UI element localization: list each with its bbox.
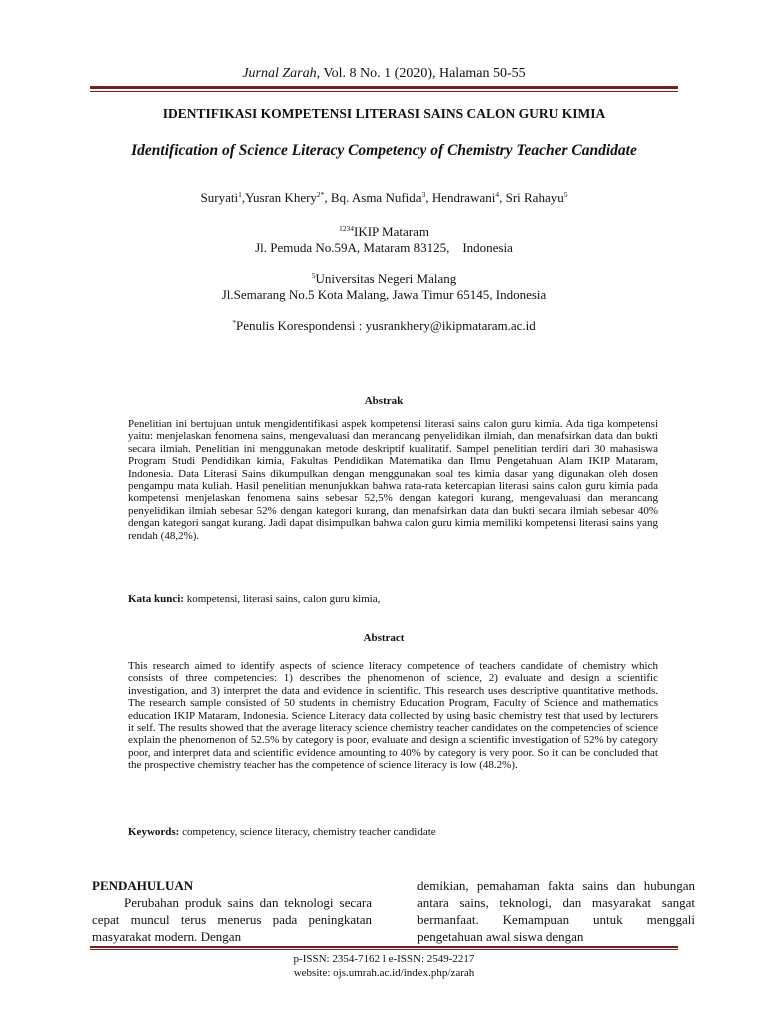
journal-volume-pages: , Vol. 8 No. 1 (2020), Halaman 50-55 <box>316 66 526 81</box>
corresponding-author <box>0 318 768 334</box>
author-sup: 3 <box>421 190 426 199</box>
affiliation-1 <box>0 224 768 240</box>
footer-website: website: ojs.umrah.ac.id/index.php/zarah <box>293 967 475 979</box>
affiliation-1-address: Jl. Pemuda No.59A, Mataram 83125, Indonesia <box>255 240 513 255</box>
keywords <box>128 826 658 838</box>
corresponding-email: Penulis Korespondensi : yusrankhery@ikipmataram.ac.id <box>236 318 536 333</box>
author-name: Sri Rahayu <box>505 190 564 205</box>
header-rule <box>90 86 678 92</box>
affiliation-sup: 1234 <box>339 224 355 233</box>
footer-issn: p-ISSN: 2354-7162 l e-ISSN: 2549-2217 <box>293 953 475 965</box>
abstrak-text: Penelitian ini bertujuan untuk mengidentifikasi aspek kompetensi literasi sains calon guru kimia. Ada tiga kompetensi yaitu: menjelaskan fenomena sains, mengevaluasi dan merancang penyelidikan ilmiah, dan menafsirkan data dan bukti secara ilmiah. Penelitian ini menggunakan metode deskriptif kualitatif. Sampel penelitian terdiri dari 30 mahasiswa Program Studi Pendidikan kimia, Fakultas Pendidikan Matematika dan Ilmu Pengetahuan Alam IKIP Mataram, Indonesia. Data Literasi Sains dikumpulkan dengan menggunakan soal tes kimia dasar yang digunakan oleh dosen pengampu mata kuliah. Hasil penelitian menunjukkan bahwa rata-rata ketercapian literasi sains calon guru kimia pada kompetensi menjelaskan fenomena sains sebesar 52,5% dengan kategori kurang, mengevaluasi dan merancang penyelidikan ilmiah sebesar 52% dengan kategori kurang, dan menafsirkan data dan bukti secara ilmiah sebesar 40% dengan kategori sangat kurang. Jadi dapat disimpulkan bahwa calon guru kimia memiliki kompetensi literasi sains yang rendah (48,2%). <box>128 418 658 542</box>
title-english: Identification of Science Literacy Competency of Chemistry Teacher Candidate <box>131 142 637 159</box>
author-name: Suryati <box>200 190 239 205</box>
kata-kunci-text: kompetensi, literasi sains, calon guru kimia, <box>183 593 381 605</box>
keywords-text: competency, science literacy, chemistry teacher candidate <box>179 826 436 838</box>
section-heading: PENDAHULUAN <box>92 878 194 893</box>
kata-kunci <box>128 593 658 605</box>
author-sup: 1 <box>238 190 242 199</box>
author-name: Hendrawani <box>431 190 496 205</box>
author-name: Bq. Asma Nufida <box>330 190 422 205</box>
author-sup: 4 <box>495 190 500 199</box>
title-indonesian: IDENTIFIKASI KOMPETENSI LITERASI SAINS CALON GURU KIMIA <box>162 106 606 121</box>
journal-header <box>0 66 768 82</box>
affiliation-2-address: Jl.Semarang No.5 Kota Malang, Jawa Timur 65145, Indonesia <box>221 287 547 302</box>
abstract-heading: Abstract <box>363 632 405 644</box>
affiliation-name: Universitas Negeri Malang <box>315 271 457 286</box>
author-list: Suryati$^1$,Yusran Khery$^{2*}$, Bq. Asma Nufida$^3$, Hendrawani$^4$, Sri Rahayu$^5$ <box>200 190 568 205</box>
affiliation-2 <box>0 271 768 287</box>
journal-name: Jurnal Zarah <box>242 66 317 81</box>
body-left-text: Perubahan produk sains dan teknologi secara cepat muncul terus menerus pada peningkatan masyarakat modern. Dengan <box>92 895 372 944</box>
author-sup: 5 <box>563 190 568 199</box>
footer-rule <box>90 946 678 950</box>
kata-kunci-label: Kata kunci: <box>128 593 184 605</box>
body-left-column <box>92 877 372 945</box>
author-sup: 2* <box>316 190 325 199</box>
affiliation-sup: 5 <box>311 271 316 280</box>
author-name: Yusran Khery <box>245 190 317 205</box>
affiliation-name: IKIP Mataram <box>354 224 429 239</box>
abstract-text: This research aimed to identify aspects of science literacy competence of teachers candidate of chemistry which consists of three competencies: 1) describes the phenomenon of science, 2) evaluate and design a scientific investigation, and 3) interpret the data and evidence in scientific. This research uses descriptive quantitative methods. The research sample consisted of 50 students in chemistry Education Program, Faculty of Science and mathematics education IKIP Mataram, Indonesia. Science Literacy data collected by using basic chemistry test that used by lecturers it self. The results showed that the average literacy science chemistry teacher candidates on the competencies of science explain the phenomenon of 52.5% by category is poor, evaluate and design a scientific investigation of 52% by category poor, and interpret data and scientific evidence amounting to 40% by category is very poor. So it can be concluded that the prospective chemistry teacher has the competence of science literacy is low (48.2%). <box>128 660 658 772</box>
corresponding-sup: * <box>232 318 237 327</box>
keywords-label: Keywords: <box>128 826 180 838</box>
abstrak-heading: Abstrak <box>364 395 404 407</box>
body-right-text: demikian, pemahaman fakta sains dan hubungan antara sains, teknologi, dan masyarakat sangat bermanfaat. Kemampuan untuk menggali pengetahuan awal siswa dengan <box>417 878 695 944</box>
